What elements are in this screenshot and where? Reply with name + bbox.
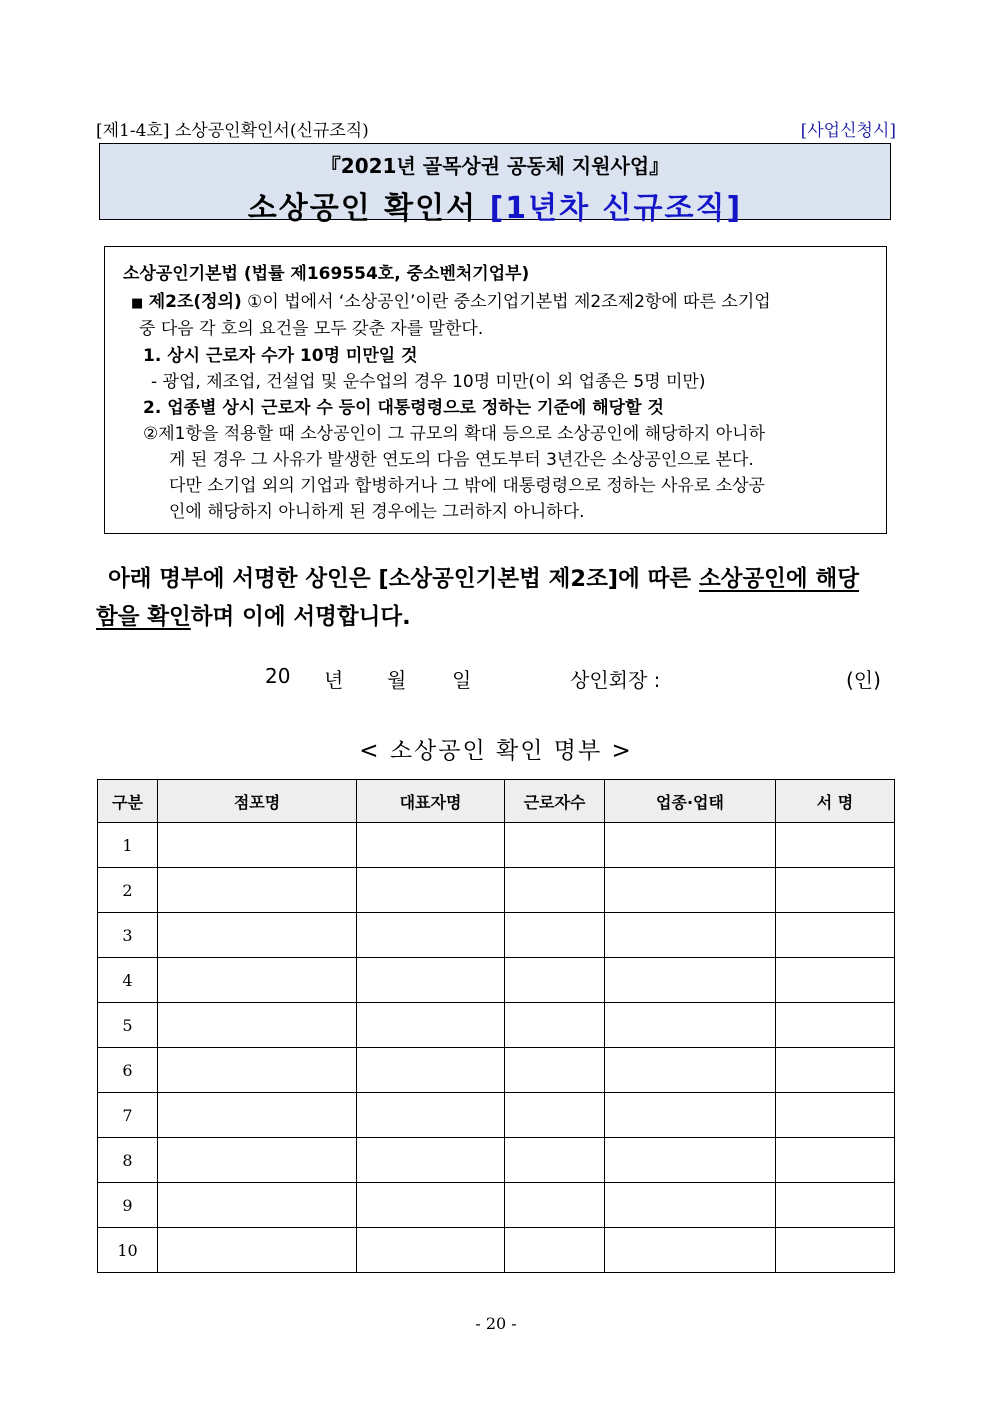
article-line — [131, 289, 771, 317]
representative-cell[interactable] — [357, 1048, 505, 1093]
signature-cell[interactable] — [776, 1228, 895, 1273]
column-header: 업종·업태 — [605, 780, 776, 823]
employee-count-cell[interactable] — [505, 913, 605, 958]
employee-count-cell[interactable] — [505, 868, 605, 913]
table-row — [98, 1048, 895, 1093]
signature-cell[interactable] — [776, 823, 895, 868]
representative-cell[interactable] — [357, 1138, 505, 1183]
representative-cell[interactable] — [357, 1003, 505, 1048]
store-name-cell[interactable] — [158, 1183, 357, 1228]
representative-cell[interactable] — [357, 958, 505, 1003]
business-type-cell[interactable] — [605, 1138, 776, 1183]
table-row — [98, 1228, 895, 1273]
table-row — [98, 1138, 895, 1183]
business-type-cell[interactable] — [605, 1093, 776, 1138]
employee-count-cell[interactable] — [505, 1093, 605, 1138]
row-number: 10 — [98, 1228, 158, 1273]
signature-cell[interactable] — [776, 1003, 895, 1048]
signature-cell[interactable] — [776, 958, 895, 1003]
form-number-label: [제1-4호] 소상공인확인서(신규조직) — [96, 121, 369, 141]
store-name-cell[interactable] — [158, 1003, 357, 1048]
signature-cell[interactable] — [776, 868, 895, 913]
store-name-cell[interactable] — [158, 958, 357, 1003]
row-number: 4 — [98, 958, 158, 1003]
row-number: 2 — [98, 868, 158, 913]
article-title: 제2조(정의) — [148, 292, 242, 312]
paragraph-2-line-2: 게 된 경우 그 사유가 발생한 연도의 다음 연도부터 3년간은 소상공인으로 본다. — [169, 450, 754, 470]
chair-label: 상인회장 : — [570, 668, 661, 692]
submission-stage-label: [사업신청시] — [800, 121, 896, 141]
table-row — [98, 1183, 895, 1228]
paragraph-2-line-3: 다만 소기업 외의 기업과 합병하거나 그 밖에 대통령령으로 정하는 사유로 소상공 — [169, 476, 765, 496]
employee-count-cell[interactable] — [505, 1138, 605, 1183]
table-row — [98, 958, 895, 1003]
column-header: 근로자수 — [505, 780, 605, 823]
roster-title: < 소상공인 확인 명부 > — [359, 738, 633, 764]
signature-cell[interactable] — [776, 1183, 895, 1228]
store-name-cell[interactable] — [158, 868, 357, 913]
store-name-cell[interactable] — [158, 1228, 357, 1273]
law-heading: 소상공인기본법 (법률 제169554호, 중소벤처기업부) — [123, 264, 530, 284]
document-title-highlight: [1년차 신규조직] — [489, 191, 743, 226]
law-item-2: 2. 업종별 상시 근로자 수 등이 대통령령으로 정하는 기준에 해당할 것 — [143, 398, 664, 418]
signature-cell[interactable] — [776, 913, 895, 958]
business-type-cell[interactable] — [605, 1003, 776, 1048]
representative-cell[interactable] — [357, 1183, 505, 1228]
table-row — [98, 1003, 895, 1048]
law-excerpt-box — [104, 246, 887, 534]
signature-cell[interactable] — [776, 1138, 895, 1183]
representative-cell[interactable] — [357, 1093, 505, 1138]
representative-cell[interactable] — [357, 1228, 505, 1273]
roster-table — [97, 779, 895, 1273]
employee-count-cell[interactable] — [505, 1048, 605, 1093]
law-item-1: 1. 상시 근로자 수가 10명 미만일 것 — [143, 346, 418, 366]
year-label: 년 — [324, 668, 344, 692]
store-name-cell[interactable] — [158, 823, 357, 868]
employee-count-cell[interactable] — [505, 1003, 605, 1048]
title-box — [99, 143, 891, 226]
bullet-square-icon: ■ — [131, 296, 144, 311]
employee-count-cell[interactable] — [505, 958, 605, 1003]
statement-text-1: 아래 명부에 서명한 상인은 [소상공인기본법 제2조]에 따른 — [108, 566, 699, 592]
row-number: 5 — [98, 1003, 158, 1048]
seal-label: (인) — [846, 668, 881, 692]
paragraph-2-line-1: ②제1항을 적용할 때 소상공인이 그 규모의 확대 등으로 소상공인에 해당하지 아니하 — [143, 424, 766, 444]
row-number: 3 — [98, 913, 158, 958]
table-row — [98, 868, 895, 913]
document-title — [100, 183, 890, 227]
row-number: 7 — [98, 1093, 158, 1138]
row-number: 1 — [98, 823, 158, 868]
business-type-cell[interactable] — [605, 823, 776, 868]
signature-cell[interactable] — [776, 1048, 895, 1093]
representative-cell[interactable] — [357, 823, 505, 868]
document-title-main: 소상공인 확인서 — [247, 191, 478, 226]
page-number: - 20 - — [475, 1314, 517, 1333]
column-header: 서 명 — [776, 780, 895, 823]
column-header: 구분 — [98, 780, 158, 823]
employee-count-cell[interactable] — [505, 1228, 605, 1273]
employee-count-cell[interactable] — [505, 823, 605, 868]
row-number: 9 — [98, 1183, 158, 1228]
business-type-cell[interactable] — [605, 868, 776, 913]
employee-count-cell[interactable] — [505, 1183, 605, 1228]
law-item-1-detail: - 광업, 제조업, 건설업 및 운수업의 경우 10명 미만(이 외 업종은 5명 미만) — [151, 372, 706, 392]
program-title: 『2021년 골목상권 공동체 지원사업』 — [320, 154, 670, 178]
article-text-line-1: ①이 법에서 ‘소상공인’이란 중소기업기본법 제2조제2항에 따른 소기업 — [247, 292, 771, 312]
paragraph-2-line-4: 인에 해당하지 아니하게 된 경우에는 그러하지 아니하다. — [169, 502, 585, 522]
store-name-cell[interactable] — [158, 1048, 357, 1093]
confirmation-statement — [96, 560, 901, 636]
business-type-cell[interactable] — [605, 1048, 776, 1093]
row-number: 6 — [98, 1048, 158, 1093]
business-type-cell[interactable] — [605, 913, 776, 958]
column-header: 대표자명 — [357, 780, 505, 823]
month-label: 월 — [387, 668, 407, 692]
store-name-cell[interactable] — [158, 1093, 357, 1138]
column-header: 점포명 — [158, 780, 357, 823]
day-label: 일 — [452, 668, 472, 692]
business-type-cell[interactable] — [605, 1228, 776, 1273]
signature-cell[interactable] — [776, 1093, 895, 1138]
table-row — [98, 913, 895, 958]
statement-underlined-2: 함을 확인 — [96, 604, 191, 630]
statement-underlined-1: 소상공인에 해당 — [698, 566, 859, 592]
roster-header-row — [98, 780, 895, 823]
store-name-cell[interactable] — [158, 1138, 357, 1183]
roster-body — [98, 823, 895, 1273]
representative-cell[interactable] — [357, 913, 505, 958]
business-type-cell[interactable] — [605, 1183, 776, 1228]
table-row — [98, 823, 895, 868]
date-signature-line — [0, 664, 992, 696]
year-prefix: 20 — [265, 664, 291, 688]
store-name-cell[interactable] — [158, 913, 357, 958]
article-text-line-2: 중 다음 각 호의 요건을 모두 갖춘 자를 말한다. — [139, 319, 484, 339]
statement-text-2: 하며 이에 서명합니다. — [190, 604, 411, 630]
representative-cell[interactable] — [357, 868, 505, 913]
business-type-cell[interactable] — [605, 958, 776, 1003]
row-number: 8 — [98, 1138, 158, 1183]
table-row — [98, 1093, 895, 1138]
